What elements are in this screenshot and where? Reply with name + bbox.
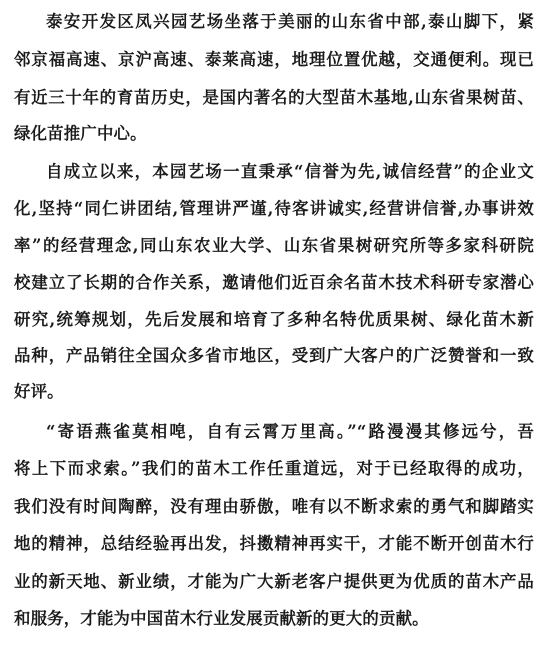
paragraph-2-line-1: 自成立以来，本园艺场一直秉承“信誉为先,诚信经营”的企业文	[46, 162, 534, 181]
paragraph-2-line-4: 校建立了长期的合作关系，邀请他们近百余名苗木技术科研专家潜心	[14, 273, 534, 292]
paragraph-2-line-7: 好评。	[14, 382, 64, 401]
paragraph-2-line-2: 化,坚持“同仁讲团结,管理讲严谨,待客讲诚实,经营讲信誉,办事讲效	[14, 199, 534, 218]
paragraph-1-line-2: 邻京福高速、京沪高速、泰莱高速，地理位置优越，交通便利。现已	[14, 50, 534, 69]
paragraph-3-line-6: 和服务，才能为中国苗木行业发展贡献新的更大的贡献。	[14, 609, 429, 628]
paragraph-2-line-5: 研究,统筹规划，先后发展和培育了多种名特优质果树、绿化苗木新	[14, 310, 534, 329]
paragraph-2-line-6: 品种，产品销往全国众多省市地区，受到广大客户的广泛赞誉和一致	[14, 346, 534, 365]
paragraph-2-line-3: 率”的经营理念,同山东农业大学、山东省果树研究所等多家科研院	[14, 236, 534, 255]
paragraph-3-line-3: 我们没有时间陶醉，没有理由骄傲，唯有以不断求索的勇气和脚踏实	[14, 497, 534, 516]
paragraph-3-line-2: 将上下而求索。”我们的苗木工作任重道远，对于已经取得的成功，	[14, 459, 534, 478]
paragraph-3-line-1: “寄语燕雀莫相唣，自有云霄万里高。”“路漫漫其修远兮，吾	[46, 422, 534, 441]
paragraph-3-line-4: 地的精神，总结经验再出发，抖擞精神再实干，才能不断开创苗木行	[14, 534, 534, 553]
paragraph-1-line-4: 绿化苗推广中心。	[14, 124, 147, 143]
paragraph-1-line-3: 有近三十年的育苗历史，是国内著名的大型苗木基地,山东省果树苗、	[14, 88, 534, 107]
paragraph-1-line-1: 泰安开发区凤兴园艺场坐落于美丽的山东省中部,泰山脚下，紧	[46, 12, 534, 31]
paragraph-3-line-5: 业的新天地、新业绩，才能为广大新老客户提供更为优质的苗木产品	[14, 572, 534, 591]
